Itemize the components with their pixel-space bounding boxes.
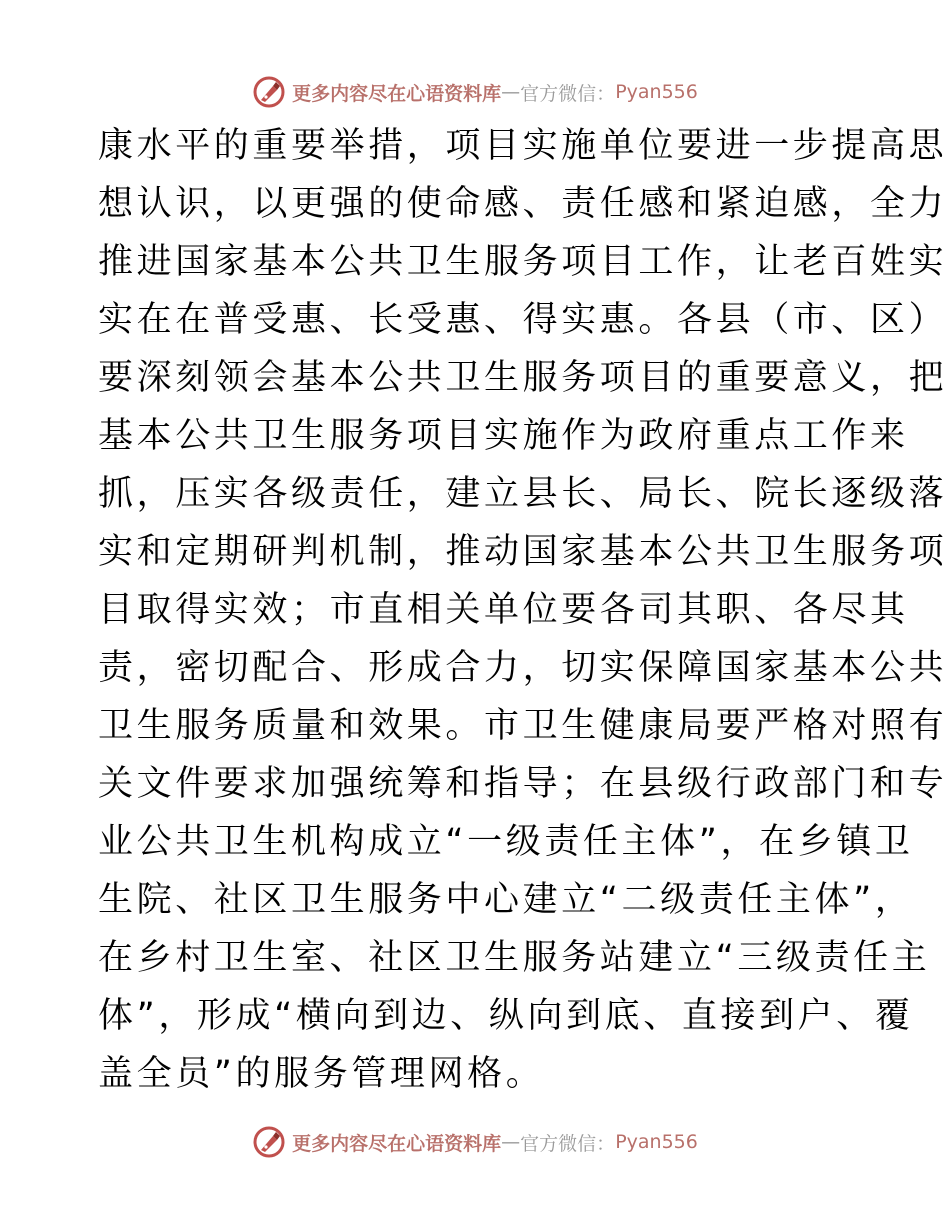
document-paragraph [98, 117, 948, 1103]
header-watermark [0, 72, 950, 112]
paragraph-line: 业公共卫生机构成立“一级责任主体”，在乡镇卫 [98, 822, 914, 862]
paragraph-line: 基本公共卫生服务项目实施作为政府重点工作来 [98, 416, 909, 456]
watermark-brand: 更多内容尽在心语资料库 [292, 1132, 502, 1155]
watermark-separator: — [501, 81, 521, 103]
watermark-separator: — [501, 1131, 521, 1153]
paragraph-line: 康水平的重要举措，项目实施单位要进一步提高思 [98, 126, 948, 166]
paragraph-line: 在乡村卫生室、社区卫生服务站建立“三级责任主 [98, 938, 931, 978]
watermark-wechat-id: Pyan556 [615, 81, 698, 103]
paragraph-line: 责，密切配合、形成合力，切实保障国家基本公共 [98, 648, 948, 688]
watermark-brand: 更多内容尽在心语资料库 [292, 82, 502, 105]
watermark-wechat-id: Pyan556 [615, 1131, 698, 1153]
watermark-label: 官方微信： [520, 1132, 616, 1155]
footer-watermark [0, 1122, 950, 1162]
pen-nib-logo-icon [252, 75, 286, 109]
pen-nib-logo-icon [252, 1125, 286, 1159]
paragraph-line: 目取得实效；市直相关单位要各司其职、各尽其 [98, 590, 909, 630]
paragraph-line: 关文件要求加强统筹和指导；在县级行政部门和专 [98, 764, 948, 804]
paragraph-line: 抓，压实各级责任，建立县长、局长、院长逐级落 [98, 474, 948, 514]
paragraph-line: 卫生服务质量和效果。市卫生健康局要严格对照有 [98, 706, 948, 746]
watermark-label: 官方微信： [520, 82, 616, 105]
paragraph-line: 盖全员”的服务管理网格。 [98, 1054, 545, 1094]
paragraph-line: 体”，形成“横向到边、纵向到底、直接到户、覆 [98, 996, 914, 1036]
paragraph-line: 实在在普受惠、长受惠、得实惠。各县（市、区） [98, 300, 948, 340]
paragraph-line: 实和定期研判机制，推动国家基本公共卫生服务项 [98, 532, 948, 572]
paragraph-line: 生院、社区卫生服务中心建立“二级责任主体”， [98, 880, 914, 920]
paragraph-line: 推进国家基本公共卫生服务项目工作，让老百姓实 [98, 242, 948, 282]
paragraph-line: 要深刻领会基本公共卫生服务项目的重要意义，把 [98, 358, 948, 398]
paragraph-line: 想认识，以更强的使命感、责任感和紧迫感，全力 [98, 184, 948, 224]
